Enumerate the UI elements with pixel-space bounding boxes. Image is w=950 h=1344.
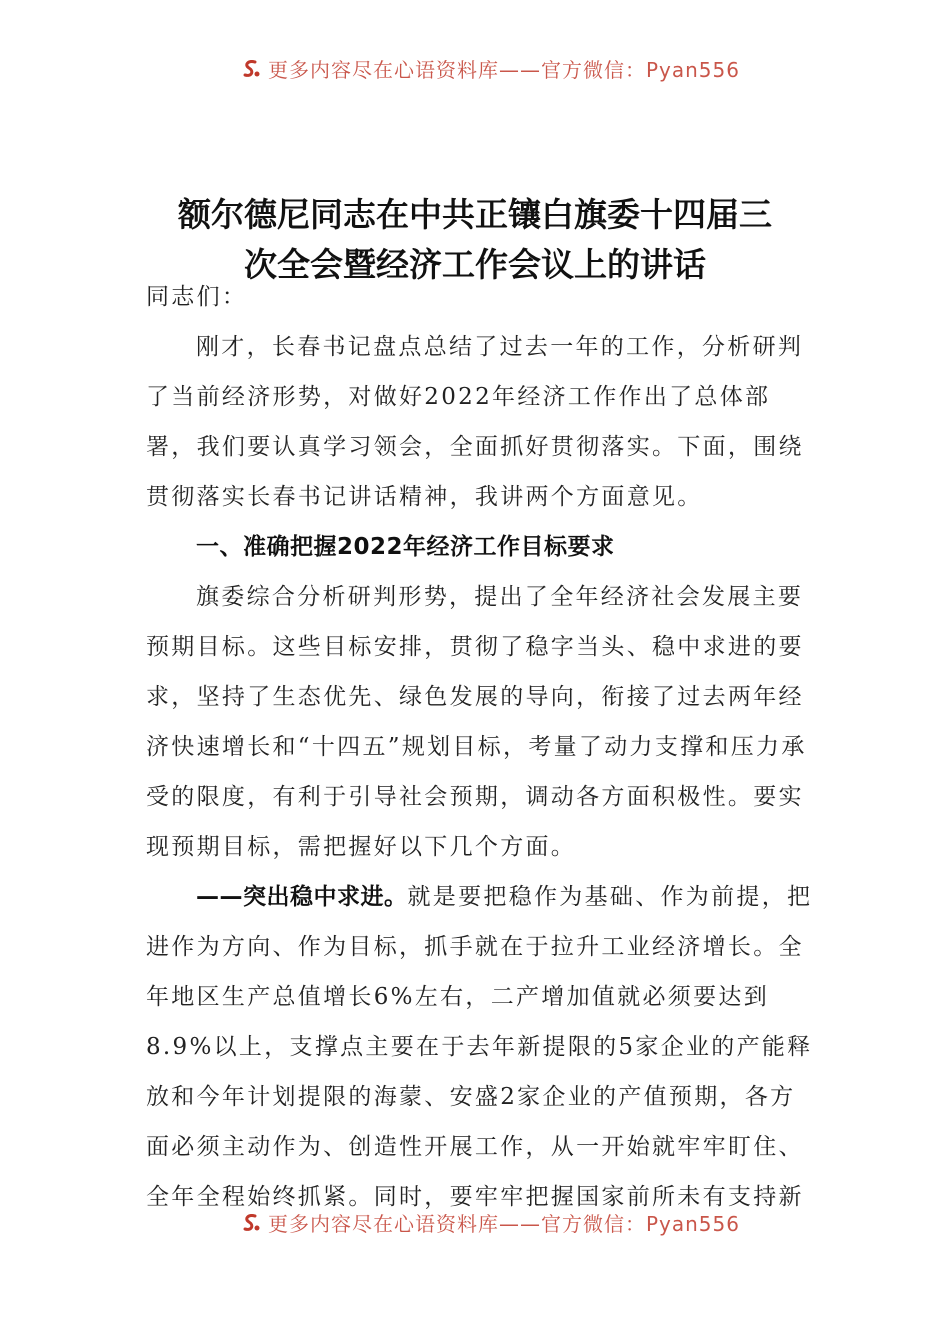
watermark-text: 更多内容尽在心语资料库——官方微信：Pyan556	[267, 60, 740, 82]
salutation: 同志们：	[146, 284, 248, 310]
title-line-2: 次全会暨经济工作会议上的讲话	[244, 245, 706, 285]
paragraph-3	[146, 872, 814, 1222]
paragraph-3-text: 就是要把稳作为基础、作为前提，把进作为方向、作为目标，抓手就在于拉升工业经济增长。全年地区生产总值增长6%左右，二产增加值就必须要达到8.9%以上，支撑点主要在于去年新提限的5家企业的产能释放和今年计划提限的海蒙、安盛2家企业的产值预期，各方面必须主动作为、创造性开展工作，从一开始就牢牢盯住、全年全程始终抓紧。同时，要牢牢把握国家前所未有支持新	[146, 884, 813, 1210]
stylized-s-logo-icon	[240, 1214, 262, 1234]
paragraph-2: 旗委综合分析研判形势，提出了全年经济社会发展主要预期目标。这些目标安排，贯彻了稳字当头、稳中求进的要求，坚持了生态优先、绿色发展的导向，衔接了过去两年经济快速增长和“十四五”规划目标，考量了动力支撑和压力承受的限度，有利于引导社会预期，调动各方面积极性。要实现预期目标，需把握好以下几个方面。	[146, 584, 807, 860]
paragraph-3-lead: ——突出稳中求进。	[196, 884, 408, 910]
stylized-s-logo-icon	[240, 60, 262, 80]
document-body	[146, 272, 814, 1222]
header-watermark	[0, 60, 950, 86]
paragraph-1: 刚才，长春书记盘点总结了过去一年的工作，分析研判了当前经济形势，对做好2022年经济工作作出了总体部署，我们要认真学习领会，全面抓好贯彻落实。下面，围绕贯彻落实长春书记讲话精神，我讲两个方面意见。	[146, 334, 804, 510]
section-heading-1: 一、准确把握2022年经济工作目标要求	[196, 534, 615, 560]
watermark-text: 更多内容尽在心语资料库——官方微信：Pyan556	[267, 1214, 740, 1236]
footer-watermark	[0, 1214, 950, 1240]
title-line-1: 额尔德尼同志在中共正镶白旗委十四届三	[178, 195, 772, 235]
